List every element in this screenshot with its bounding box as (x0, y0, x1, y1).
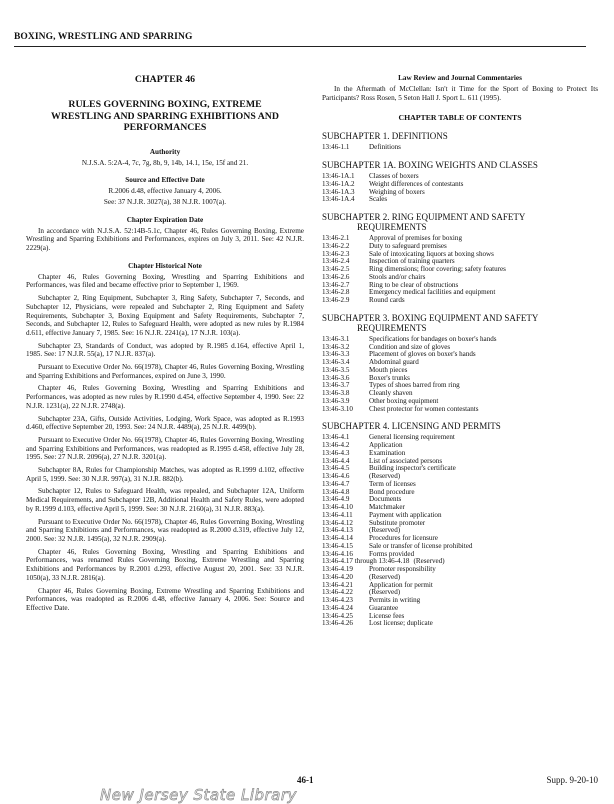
section-title: (Reserved) (369, 526, 401, 535)
library-watermark: New Jersey State Library (100, 786, 297, 804)
section-title: General licensing requirement (369, 433, 455, 442)
subchapter-heading (322, 421, 598, 431)
subchapter-title-continued: REQUIREMENTS (357, 322, 427, 333)
toc-entry[interactable] (322, 375, 598, 383)
section-title: Application for permit (369, 580, 433, 589)
section-title: Other boxing equipment (369, 396, 439, 405)
section-title: Weighing of boxers (369, 187, 425, 196)
section-number: 13:46-4.26 (322, 619, 353, 628)
section-title: Abdominal guard (369, 358, 419, 367)
toc-entry[interactable] (322, 473, 598, 481)
section-title: Examination (369, 448, 406, 457)
section-number: 13:46-4.10 (322, 503, 353, 512)
section-title: Bond procedure (369, 487, 415, 496)
section-number: 13:46-3.10 (322, 404, 353, 413)
toc-entry[interactable] (322, 251, 598, 259)
toc-entry[interactable] (322, 336, 598, 344)
section-number: 13:46-1A.2 (322, 179, 355, 188)
section-number: 13:46-4.11 (322, 510, 353, 519)
toc-entry[interactable] (322, 390, 598, 398)
toc-entry[interactable] (322, 406, 598, 414)
history-notes (26, 273, 304, 613)
section-number: 13:46-1A.3 (322, 187, 355, 196)
toc-entry[interactable] (322, 558, 598, 566)
toc-entry[interactable] (322, 196, 598, 204)
authority-heading: Authority (149, 147, 181, 156)
history-paragraph: Chapter 46, Rules Governing Boxing, Wrestling and Sparring Exhibitions and Performances, was adopted as new rules by R.1990 d.454, effective September 4, 1990. See: 22 N.J.R. 1231(a), 22 N.J.R. 2748(a). (26, 384, 304, 410)
subchapter-title: SUBCHAPTER 4. LICENSING AND PERMITS (322, 421, 501, 432)
history-heading: Chapter Historical Note (128, 261, 202, 270)
subchapter-title: SUBCHAPTER 3. BOXING EQUIPMENT AND SAFETY (322, 312, 539, 323)
section-number: 13:46-4.15 (322, 541, 353, 550)
source-line: R.2006 d.48, effective January 4, 2006. (108, 187, 222, 196)
toc-entry[interactable] (322, 289, 598, 297)
section-number: 13:46-4.23 (322, 596, 353, 605)
section-number: 13:46-4.5 (322, 464, 350, 473)
section-title: Guarantee (369, 603, 399, 612)
history-paragraph: Subchapter 12, Rules to Safeguard Health, was repealed, and Subchapter 12A, Uniform Medical Requirements, and Subchapter 12B, Additional Health and Safety Rules, were adopted by R.1999 d.103, effective April 5, 1999. See: 30 N.J.R. 2160(a), 31 N.J.R. 883(a). (26, 487, 304, 513)
section-number: 13:46-1A.4 (322, 195, 355, 204)
section-number: 13:46-2.8 (322, 288, 350, 297)
toc-entry[interactable] (322, 465, 598, 473)
history-paragraph: Subchapter 8A, Rules for Championship Matches, was adopted as R.1999 d.102, effective April 5, 1999. See: 30 N.J.R. 997(a), 31 N.J.R. 882(b). (26, 466, 304, 483)
section-number: 13:46-4.24 (322, 603, 353, 612)
authority-text: N.J.S.A. 5:2A-4, 7c, 7g, 8b, 9, 14b, 14.1, 15e, 15f and 21. (81, 158, 249, 167)
section-title: Classes of boxers (369, 172, 419, 181)
section-number: 13:46-4.6 (322, 472, 350, 481)
section-number: 13:46-4.1 (322, 433, 350, 442)
toc-entry[interactable] (322, 450, 598, 458)
section-title: Cleanly shaven (369, 389, 413, 398)
history-paragraph: Subchapter 23A, Gifts, Outside Activities, Lodging, Work Space, was adopted as R.1993 d.460, effective September 20, 1993. See: 24 N.J.R. 4489(a), 25 N.J.R. 4499(b). (26, 414, 304, 432)
toc-entry[interactable] (322, 181, 598, 189)
section-number: 13:46-2.5 (322, 265, 350, 274)
table-of-contents (322, 131, 598, 628)
toc-entry[interactable] (322, 605, 598, 613)
subchapter-heading (322, 131, 598, 141)
section-number: 13:46-4.17 through 13:46-4.18 (322, 557, 410, 566)
toc-entry[interactable] (322, 351, 598, 359)
toc-entry[interactable] (322, 434, 598, 442)
section-number: 13:46-4.13 (322, 526, 353, 535)
section-title: Placement of gloves on boxer's hands (369, 350, 476, 359)
history-paragraph: Subchapter 2, Ring Equipment, Subchapter 3, Ring Safety, Subchapter 7, Seconds, and Subchapter 12, Physicians, were repealed and Subchapter 2, Ring Equipment and Safety Requirements, Subchapter 3, Boxing Equipment and Safety Requirements, Subchapter 7, Seconds, and Subchapter 12, Rules to Safeguard Health, were adopted as new rules by R.1984 d.611, effective January 7, 1985. See: 16 N.J.R. 2241(a), 17 N.J.R. 103(a). (26, 294, 304, 337)
chapter-number: CHAPTER 46 (134, 74, 196, 85)
toc-entry[interactable] (322, 144, 598, 152)
section-number: 13:46-2.9 (322, 296, 350, 305)
section-number: 13:46-4.20 (322, 572, 353, 581)
toc-entry[interactable] (322, 520, 598, 528)
toc-entry[interactable] (322, 620, 598, 628)
toc-entry[interactable] (322, 189, 598, 197)
expiration-heading: Chapter Expiration Date (126, 215, 204, 224)
history-paragraph: Pursuant to Executive Order No. 66(1978), Chapter 46, Rules Governing Boxing, Wrestling and Sparring Exhibitions and Performances, was readopted as R.2000 d.319, effective July 12, 2000. See: 32 N.J.R. 1495(a), 32 N.J.R. 2909(a). (26, 517, 304, 543)
section-title: Permits in writing (369, 596, 421, 605)
source-line: See: 37 N.J.R. 3027(a), 38 N.J.R. 1007(a). (103, 197, 227, 206)
expiration-text: In accordance with N.J.S.A. 52:14B-5.1c, Chapter 46, Rules Governing Boxing, Extreme Wrestling and Sparring Exhibitions and Performances, expires on July 3, 2011. See: 42 N.J.R. 2229(a). (26, 226, 304, 253)
section-number: 13:46-4.12 (322, 518, 353, 527)
section-number: 13:46-3.9 (322, 396, 350, 405)
history-paragraph: Pursuant to Executive Order No. 66(1978), Chapter 46, Rules Governing Boxing, Wrestling and Sparring Exhibitions and Performances, expired on June 3, 1990. (26, 363, 304, 380)
subchapter-title: SUBCHAPTER 1. DEFINITIONS (322, 131, 448, 142)
section-title: Ring to be clear of obstructions (369, 280, 459, 289)
toc-heading: CHAPTER TABLE OF CONTENTS (398, 113, 522, 123)
subchapter-title: SUBCHAPTER 1A. BOXING WEIGHTS AND CLASSES (322, 160, 538, 171)
section-number: 13:46-4.14 (322, 534, 353, 543)
subchapter-title: SUBCHAPTER 2. RING EQUIPMENT AND SAFETY (322, 212, 526, 223)
section-number: 13:46-3.5 (322, 365, 350, 374)
law-review-heading: Law Review and Journal Commentaries (398, 74, 522, 82)
toc-entry[interactable] (322, 543, 598, 551)
section-number: 13:46-4.3 (322, 448, 350, 457)
section-number: 13:46-4.19 (322, 565, 353, 574)
section-number: 13:46-4.7 (322, 479, 350, 488)
toc-entry[interactable] (322, 597, 598, 605)
section-title: Boxer's trunks (369, 373, 410, 382)
history-paragraph: Subchapter 23, Standards of Conduct, was adopted by R.1985 d.164, effective April 1, 1985. See: 17 N.J.R. 55(a), 17 N.J.R. 837(a). (26, 341, 304, 359)
section-number: 13:46-4.2 (322, 441, 350, 450)
subchapter-heading (322, 212, 598, 232)
section-title: License fees (369, 611, 405, 620)
toc-entry[interactable] (322, 566, 598, 574)
page-number: 46-1 (297, 775, 314, 785)
chapter-title: RULES GOVERNING BOXING, EXTREME WRESTLING AND SPARRING EXHIBITIONS AND PERFORMANCES (51, 99, 279, 133)
toc-entry[interactable] (322, 359, 598, 367)
section-title: Scales (369, 195, 388, 204)
section-title: Types of shoes barred from ring (369, 381, 460, 390)
subchapter-heading (322, 313, 598, 333)
section-title: Procedures for licensure (369, 534, 438, 543)
toc-entry[interactable] (322, 512, 598, 520)
history-paragraph: Chapter 46, Rules Governing Boxing, Wrestling and Sparring Exhibitions and Performances, was renamed Rules Governing Boxing, Extreme Wrestling and Sparring Exhibitions and Performances by R.2001 d.293, effective August 20, 2001. See: 33 N.J.R. 1050(a), 33 N.J.R. 2816(a). (26, 547, 304, 582)
left-column (26, 74, 304, 617)
section-title: Promoter responsibility (369, 565, 436, 574)
section-title: Documents (369, 495, 402, 504)
section-number: 13:46-3.7 (322, 381, 350, 390)
section-title: Substitute promoter (369, 518, 426, 527)
section-number: 13:46-4.22 (322, 588, 353, 597)
section-number: 13:46-2.4 (322, 257, 350, 266)
toc-entry[interactable] (322, 504, 598, 512)
section-number: 13:46-2.3 (322, 249, 350, 258)
section-title: Emergency medical facilities and equipment (369, 288, 496, 297)
section-title: List of associated persons (369, 456, 443, 465)
section-number: 13:46-1.1 (322, 143, 350, 152)
section-title: Specifications for bandages on boxer's hands (369, 334, 497, 343)
section-number: 13:46-3.8 (322, 389, 350, 398)
toc-entry[interactable] (322, 382, 598, 390)
toc-entry[interactable] (322, 481, 598, 489)
history-paragraph: Chapter 46, Rules Governing Boxing, Wrestling and Sparring Exhibitions and Performances, was filed and became effective prior to September 1, 1969. (26, 272, 304, 290)
section-title: Sale of intoxicating liquors at boxing shows (369, 249, 494, 258)
section-title: Condition and size of gloves (369, 342, 451, 351)
toc-entry[interactable] (322, 489, 598, 497)
section-title: Term of licenses (369, 479, 416, 488)
toc-entry[interactable] (322, 496, 598, 504)
toc-entry[interactable] (322, 274, 598, 282)
section-title: Inspection of training quarters (369, 257, 455, 266)
section-number: 13:46-4.21 (322, 580, 353, 589)
section-title: Definitions (369, 143, 401, 152)
section-number: 13:46-2.1 (322, 234, 350, 243)
toc-entry[interactable] (322, 235, 598, 243)
section-title: Building inspector's certificate (369, 464, 456, 473)
section-number: 13:46-3.1 (322, 334, 350, 343)
section-title: (Reserved) (369, 572, 401, 581)
section-title: (Reserved) (413, 557, 445, 566)
section-title: (Reserved) (369, 472, 401, 481)
section-number: 13:46-4.9 (322, 495, 350, 504)
section-number: 13:46-3.6 (322, 373, 350, 382)
section-number: 13:46-2.2 (322, 241, 350, 250)
section-title: Chest protector for women contestants (369, 404, 479, 413)
section-title: Stools and/or chairs (369, 272, 426, 281)
header-rule (14, 46, 586, 47)
section-title: Weight differences of contestants (369, 179, 464, 188)
section-title: Forms provided (369, 549, 415, 558)
section-title: Lost license; duplicate (369, 619, 433, 628)
section-number: 13:46-4.16 (322, 549, 353, 558)
right-column (322, 74, 598, 628)
section-number: 13:46-4.25 (322, 611, 353, 620)
section-number: 13:46-2.6 (322, 272, 350, 281)
source-heading: Source and Effective Date (125, 176, 205, 185)
section-number: 13:46-3.2 (322, 342, 350, 351)
toc-entry[interactable] (322, 574, 598, 582)
running-head: BOXING, WRESTLING AND SPARRING (14, 32, 193, 42)
subchapter-title-continued: REQUIREMENTS (357, 222, 427, 233)
toc-entry[interactable] (322, 266, 598, 274)
toc-entry[interactable] (322, 367, 598, 375)
toc-entry[interactable] (322, 458, 598, 466)
section-number: 13:46-1A.1 (322, 172, 355, 181)
section-title: Payment with application (369, 510, 442, 519)
section-title: Sale or transfer of license prohibited (369, 541, 473, 550)
section-title: Duty to safeguard premises (369, 241, 447, 250)
toc-entry[interactable] (322, 613, 598, 621)
subchapter-heading (322, 160, 598, 170)
section-title: Approval of premises for boxing (369, 234, 462, 243)
section-title: Mouth pieces (369, 365, 408, 374)
law-review-text: In the Aftermath of McClellan: Isn't it Time for the Sport of Boxing to Protect Its Participants? Ross Rosen, 5 Seton Hall J. Sport L. 611 (1995). (322, 85, 598, 102)
toc-entry[interactable] (322, 527, 598, 535)
section-number: 13:46-3.3 (322, 350, 350, 359)
section-title: Round cards (369, 296, 405, 305)
toc-entry[interactable] (322, 442, 598, 450)
supplement-date: Supp. 9-20-10 (546, 775, 598, 785)
section-title: Matchmaker (369, 503, 405, 512)
section-number: 13:46-3.4 (322, 358, 350, 367)
toc-entry[interactable] (322, 297, 598, 305)
section-title: Application (369, 441, 403, 450)
section-title: (Reserved) (369, 588, 401, 597)
toc-entry[interactable] (322, 582, 598, 590)
section-title: Ring dimensions; floor covering; safety features (369, 265, 506, 274)
history-paragraph: Chapter 46, Rules Governing Boxing, Extreme Wrestling and Sparring Exhibitions and Performances, was readopted as R.2006 d.48, effective January 4, 2006. See: Source and Effective Date. (26, 586, 304, 612)
toc-entry[interactable] (322, 589, 598, 597)
section-number: 13:46-4.4 (322, 456, 350, 465)
section-number: 13:46-4.8 (322, 487, 350, 496)
history-paragraph: Pursuant to Executive Order No. 66(1978), Chapter 46, Rules Governing Boxing, Wrestling and Sparring Exhibitions and Performances, was readopted as R.1995 d.458, effective July 28, 1995. See: 27 N.J.R. 2096(a), 27 N.J.R. 3201(a). (26, 435, 304, 462)
section-number: 13:46-2.7 (322, 280, 350, 289)
